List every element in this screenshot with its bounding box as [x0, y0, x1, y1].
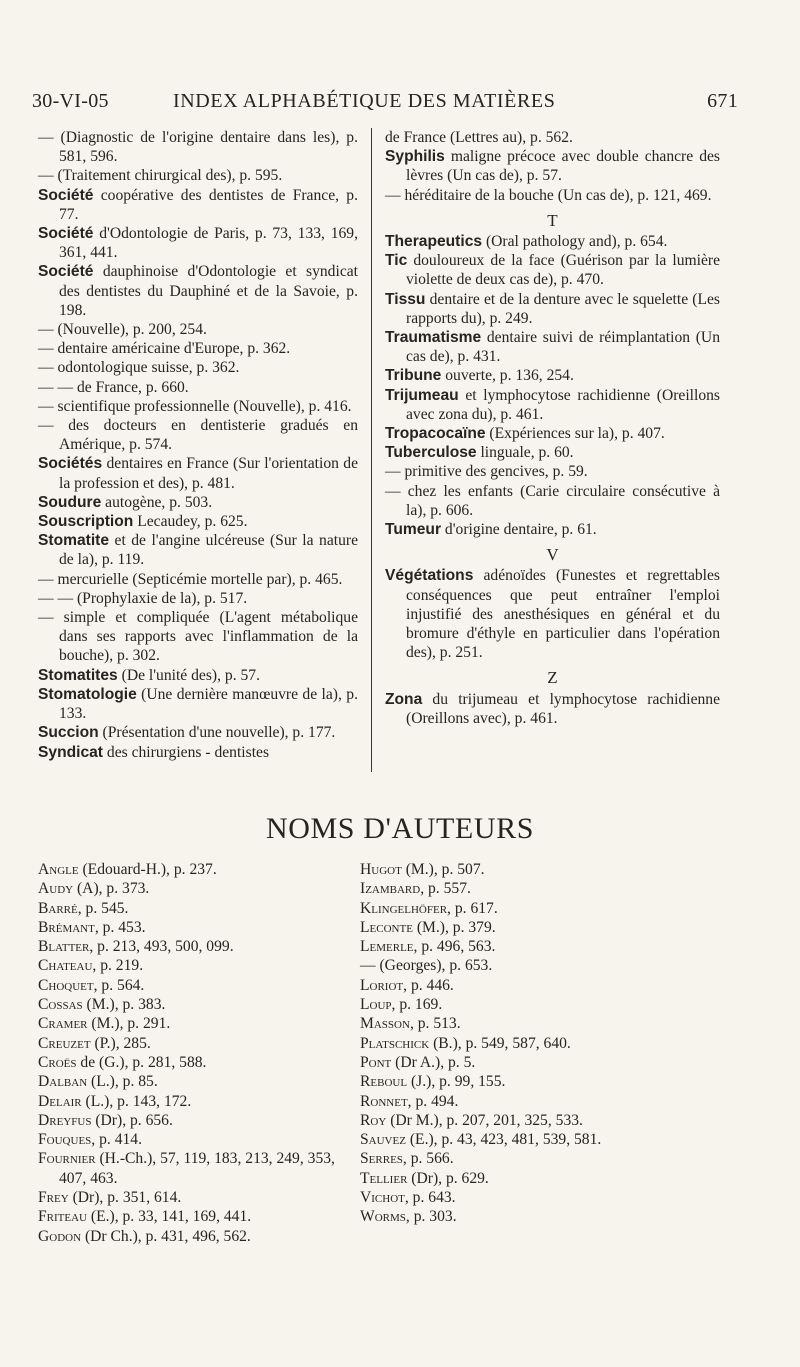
author-name: Croës [38, 1053, 77, 1071]
entry-text: dentaire et de la denture avec le squelette (Les rapports du), p. 249. [406, 290, 720, 327]
page-number: 671 [707, 90, 738, 112]
author-pages: , p. 643. [404, 1189, 456, 1207]
entry-text: — chez les enfants (Carie circulaire consécutive à la), p. 606. [385, 482, 720, 519]
author-pages: (P.), 285. [90, 1034, 151, 1052]
author-entry [38, 1207, 358, 1226]
entry-text: (Une dernière manœuvre de la), p. 133. [59, 685, 358, 723]
entry-headword: Tropacocaïne [385, 425, 486, 443]
author-pages: (H.-Ch.), 57, 119, 183, 213, 249, 353, 407, 463. [59, 1150, 335, 1187]
author-pages: (Dr), p. 351, 614. [68, 1189, 182, 1207]
index-entry [38, 378, 358, 397]
author-name: Pont [360, 1053, 392, 1071]
index-entry [38, 723, 358, 742]
author-entry [360, 860, 740, 879]
author-entry [360, 1072, 740, 1091]
entry-text: dentaire suivi de réimplantation (Un cas de), p. 431. [406, 329, 720, 366]
author-pages: — (Georges), p. 653. [360, 957, 493, 975]
entry-headword: Syphilis [385, 148, 445, 166]
author-entry [360, 1207, 740, 1226]
author-pages: , p. 446. [403, 976, 454, 994]
author-entry [360, 1149, 740, 1168]
entry-text: (Présentation d'une nouvelle), p. 177. [98, 724, 336, 742]
entry-text: d'Odontologie de Paris, p. 73, 133, 169, 361, 441. [59, 225, 358, 262]
author-name: Delair [38, 1092, 82, 1110]
entry-headword: Tuberculose [385, 444, 477, 462]
index-entry [38, 493, 358, 512]
index-entry [385, 232, 720, 251]
author-entry [38, 879, 358, 898]
author-entry [360, 956, 740, 975]
index-entry [38, 685, 358, 723]
entry-text: coopérative des dentistes de France, p. 77. [59, 186, 358, 223]
author-pages: (M.), p. 291. [87, 1015, 171, 1033]
author-pages: (J.), p. 99, 155. [407, 1073, 506, 1091]
entry-text: — — (Prophylaxie de la), p. 517. [38, 589, 248, 607]
entry-headword: Société [38, 186, 94, 204]
entry-headword: Stomatite [38, 532, 110, 550]
subject-list-right-top [385, 128, 720, 205]
author-list-left [38, 860, 358, 1246]
author-pages: (Dr M.), p. 207, 201, 325, 533. [386, 1111, 583, 1129]
entry-headword: Tissu [385, 290, 426, 308]
entry-headword: Tribune [385, 367, 442, 385]
author-entry [360, 976, 740, 995]
author-entry [360, 1014, 740, 1033]
author-pages: , p. 496, 563. [413, 938, 496, 956]
author-name: Worms [360, 1208, 406, 1226]
author-name: Klingelhöfer [360, 899, 448, 917]
entry-text: du trijumeau et lymphocytose rachidienne (Oreillons avec), p. 461. [406, 690, 720, 727]
index-entry [385, 290, 720, 328]
author-pages: , p. 566. [402, 1150, 454, 1168]
entry-headword: Succion [38, 724, 99, 742]
author-name: Angle [38, 861, 79, 878]
author-pages: , p. 453. [94, 918, 146, 936]
author-name: Choquet [38, 976, 94, 994]
author-name: Izambard [360, 880, 421, 898]
entry-headword: Végétations [385, 567, 474, 585]
author-pages: , p. 169. [391, 996, 443, 1014]
author-pages: , p. 564. [93, 976, 145, 994]
entry-text: dentaires en France (Sur l'orientation de la profession et des), p. 481. [59, 455, 358, 492]
author-entry [38, 1034, 358, 1053]
author-name: Sauvez [360, 1131, 406, 1149]
index-entry [385, 690, 720, 728]
author-name: Blatter [38, 938, 90, 956]
page-header [0, 90, 800, 120]
entry-text: — mercurielle (Septicémie mortelle par), p. 465. [38, 570, 343, 588]
subject-list-t [385, 232, 720, 539]
author-pages: (A), p. 373. [73, 880, 150, 898]
index-entry [385, 251, 720, 289]
author-name: Fouques [38, 1131, 92, 1149]
subject-index-right-column [385, 128, 720, 728]
entry-headword: Société [38, 225, 94, 243]
entry-text: autogène, p. 503. [101, 493, 213, 511]
entry-headword: Société [38, 263, 94, 281]
index-entry [38, 166, 358, 185]
author-pages: , p. 219. [92, 957, 144, 975]
author-name: Leconte [360, 918, 413, 936]
author-entry [38, 1053, 358, 1072]
author-entry [38, 995, 358, 1014]
header-date: 30-VI-05 [32, 90, 109, 112]
entry-headword: Traumatisme [385, 329, 482, 347]
author-name: Tellier [360, 1169, 408, 1187]
entry-headword: Tic [385, 252, 408, 270]
entry-text: — des docteurs en dentisterie gradués en Amérique, p. 574. [38, 417, 358, 454]
author-entry [360, 1130, 740, 1149]
author-pages: (L.), p. 143, 172. [81, 1092, 192, 1110]
entry-headword: Stomatologie [38, 685, 137, 703]
author-entry [38, 1188, 358, 1207]
author-pages: de (G.), p. 281, 588. [76, 1053, 207, 1071]
index-entry [385, 443, 720, 462]
entry-text: — scientifique professionnelle (Nouvelle), p. 416. [38, 397, 352, 415]
author-entry [38, 1130, 358, 1149]
index-entry [385, 520, 720, 539]
index-entry [38, 416, 358, 454]
author-entry [360, 918, 740, 937]
author-name: Dreyfus [38, 1111, 92, 1129]
author-name: Dalban [38, 1073, 88, 1091]
entry-text: — dentaire américaine d'Europe, p. 362. [38, 340, 291, 358]
subject-index-left-column [38, 128, 358, 762]
index-entry [38, 320, 358, 339]
author-name: Cramer [38, 1015, 88, 1033]
entry-text: (De l'unité des), p. 57. [117, 666, 260, 684]
author-pages: , p. 545. [77, 899, 129, 917]
author-name: Cossas [38, 996, 83, 1014]
author-pages: , p. 303. [405, 1208, 457, 1226]
author-entry [38, 976, 358, 995]
author-entry [38, 899, 358, 918]
author-pages: (L.), p. 85. [87, 1073, 158, 1091]
author-pages: (Dr), p. 629. [407, 1169, 489, 1187]
author-entry [38, 937, 358, 956]
entry-text: et lymphocytose rachidienne (Oreillons avec zona du), p. 461. [406, 386, 720, 423]
author-entry [38, 860, 358, 879]
entry-text: — (Diagnostic de l'origine dentaire dans les), p. 581, 596. [38, 129, 358, 166]
entry-headword: Tumeur [385, 521, 442, 539]
author-entry [38, 1072, 358, 1091]
entry-text: — (Traitement chirurgical des), p. 595. [38, 167, 283, 185]
index-entry [385, 482, 720, 520]
header-title: INDEX ALPHABÉTIQUE DES MATIÈRES [173, 90, 556, 112]
author-pages: (Dr A.), p. 5. [391, 1053, 476, 1071]
author-name: Chateau [38, 957, 93, 975]
author-entry [38, 1111, 358, 1130]
author-list-right [360, 860, 740, 1227]
section-letter-t: T [547, 210, 558, 230]
index-entry [385, 128, 720, 147]
index-entry [38, 262, 358, 320]
authors-section-title: NOMS D'AUTEURS [266, 812, 534, 845]
subject-list-z [385, 690, 720, 728]
entry-text: — — de France, p. 660. [38, 378, 189, 396]
author-name: Brémant [38, 918, 95, 936]
entry-text: (Oral pathology and), p. 654. [482, 233, 668, 251]
entry-headword: Therapeutics [385, 233, 483, 251]
index-entry [385, 424, 720, 443]
author-name: Masson [360, 1015, 410, 1033]
author-entry [360, 1092, 740, 1111]
author-pages: (E.), p. 43, 423, 481, 539, 581. [405, 1131, 602, 1149]
author-name: Barré [38, 899, 78, 917]
subject-list-left [38, 128, 358, 762]
entry-headword: Soudure [38, 493, 102, 511]
author-name: Platschick [360, 1034, 430, 1052]
entry-headword: Souscription [38, 513, 134, 531]
author-entry [360, 1034, 740, 1053]
author-name: Serres [360, 1150, 403, 1168]
index-entry [38, 608, 358, 666]
author-name: Loriot [360, 976, 404, 994]
author-entry [360, 937, 740, 956]
author-entry [360, 1188, 740, 1207]
index-entry [38, 224, 358, 262]
entry-text: — (Nouvelle), p. 200, 254. [38, 321, 207, 339]
author-name: Roy [360, 1111, 387, 1129]
index-entry [385, 366, 720, 385]
index-entry [38, 570, 358, 589]
index-entry [38, 339, 358, 358]
author-entry [360, 899, 740, 918]
author-entry [38, 918, 358, 937]
index-entry [38, 186, 358, 224]
author-name: Creuzet [38, 1034, 91, 1052]
author-pages: (M.), p. 507. [401, 861, 485, 878]
section-letter-z: Z [547, 668, 558, 688]
index-entry [385, 462, 720, 481]
index-entry [38, 666, 358, 685]
author-name: Vichot [360, 1189, 405, 1207]
author-name: Ronnet [360, 1092, 408, 1110]
author-entry [360, 879, 740, 898]
entry-text: d'origine dentaire, p. 61. [441, 521, 597, 539]
author-pages: (Dr Ch.), p. 431, 496, 562. [81, 1227, 251, 1245]
author-name: Reboul [360, 1073, 408, 1091]
index-entry [385, 386, 720, 424]
author-name: Hugot [360, 861, 402, 878]
author-entry [38, 1227, 358, 1246]
entry-headword: Zona [385, 690, 423, 708]
author-entry [38, 1014, 358, 1033]
entry-text: — odontologique suisse, p. 362. [38, 359, 240, 377]
author-pages: (M.), p. 379. [412, 918, 496, 936]
author-name: Lemerle [360, 938, 414, 956]
entry-text: de France (Lettres au), p. 562. [385, 129, 573, 146]
entry-text: — primitive des gencives, p. 59. [385, 463, 588, 481]
author-name: Frey [38, 1189, 69, 1207]
entry-text: et de l'angine ulcéreuse (Sur la nature de la), p. 119. [59, 532, 358, 569]
author-pages: (B.), p. 549, 587, 640. [429, 1034, 571, 1052]
index-entry [38, 512, 358, 531]
entry-text: — héréditaire de la bouche (Un cas de), p. 121, 469. [385, 186, 712, 204]
entry-headword: Sociétés [38, 455, 103, 473]
author-name: Loup [360, 996, 392, 1014]
entry-text: douloureux de la face (Guérison par la lumière violette de deux cas de), p. 470. [406, 252, 720, 289]
author-pages: (E.), p. 33, 141, 169, 441. [87, 1208, 252, 1226]
author-pages: (Dr), p. 656. [91, 1111, 173, 1129]
author-pages: (M.), p. 383. [82, 996, 166, 1014]
author-entry [360, 1053, 740, 1072]
index-entry [38, 743, 358, 762]
index-entry [38, 531, 358, 569]
entry-text: adénoïdes (Funestes et regrettables conséquences que peut entraîner l'emploi injustifié des anesthésiques en général et du bromure d'éthyle en particulier dans l'opération des), p. 251. [406, 567, 720, 662]
author-entry [38, 1149, 358, 1188]
author-entry [360, 1111, 740, 1130]
section-letter-v: V [546, 545, 559, 565]
entry-text: des chirurgiens - dentistes [103, 743, 270, 761]
index-entry [38, 454, 358, 492]
author-name: Godon [38, 1227, 82, 1245]
entry-text: — simple et compliquée (L'agent métabolique dans ses rapports avec l'inflammation de la bouche), p. 302. [38, 609, 358, 665]
index-entry [38, 397, 358, 416]
subject-list-v [385, 566, 720, 662]
index-entry [38, 358, 358, 377]
author-pages: , p. 617. [447, 899, 498, 917]
author-entry [360, 1169, 740, 1188]
author-entry [38, 1092, 358, 1111]
entry-headword: Stomatites [38, 666, 118, 684]
author-pages: , p. 513. [409, 1015, 461, 1033]
index-entry [385, 186, 720, 205]
author-pages: , p. 494. [407, 1092, 459, 1110]
entry-text: dauphinoise d'Odontologie et syndicat des dentistes du Dauphiné et de la Savoie, p. 198. [59, 263, 358, 319]
index-entry [38, 128, 358, 166]
author-entry [360, 995, 740, 1014]
author-name: Fournier [38, 1150, 96, 1168]
entry-text: maligne précoce avec double chancre des lèvres (Un cas de), p. 57. [406, 148, 720, 185]
entry-text: ouverte, p. 136, 254. [441, 367, 574, 385]
entry-headword: Syndicat [38, 743, 103, 761]
author-name: Friteau [38, 1208, 87, 1226]
column-divider [371, 128, 372, 772]
author-pages: , p. 414. [91, 1131, 142, 1149]
entry-text: (Expériences sur la), p. 407. [485, 425, 665, 443]
author-name: Audy [38, 880, 74, 898]
index-entry [385, 566, 720, 662]
entry-text: linguale, p. 60. [476, 444, 574, 462]
index-entry [38, 589, 358, 608]
author-entry [38, 956, 358, 975]
author-pages: (Edouard-H.), p. 237. [78, 861, 217, 878]
entry-headword: Trijumeau [385, 386, 459, 404]
author-pages: , p. 557. [420, 880, 471, 898]
index-entry [385, 147, 720, 185]
entry-text: Lecaudey, p. 625. [133, 513, 248, 531]
index-entry [385, 328, 720, 366]
author-pages: , p. 213, 493, 500, 099. [89, 938, 234, 956]
